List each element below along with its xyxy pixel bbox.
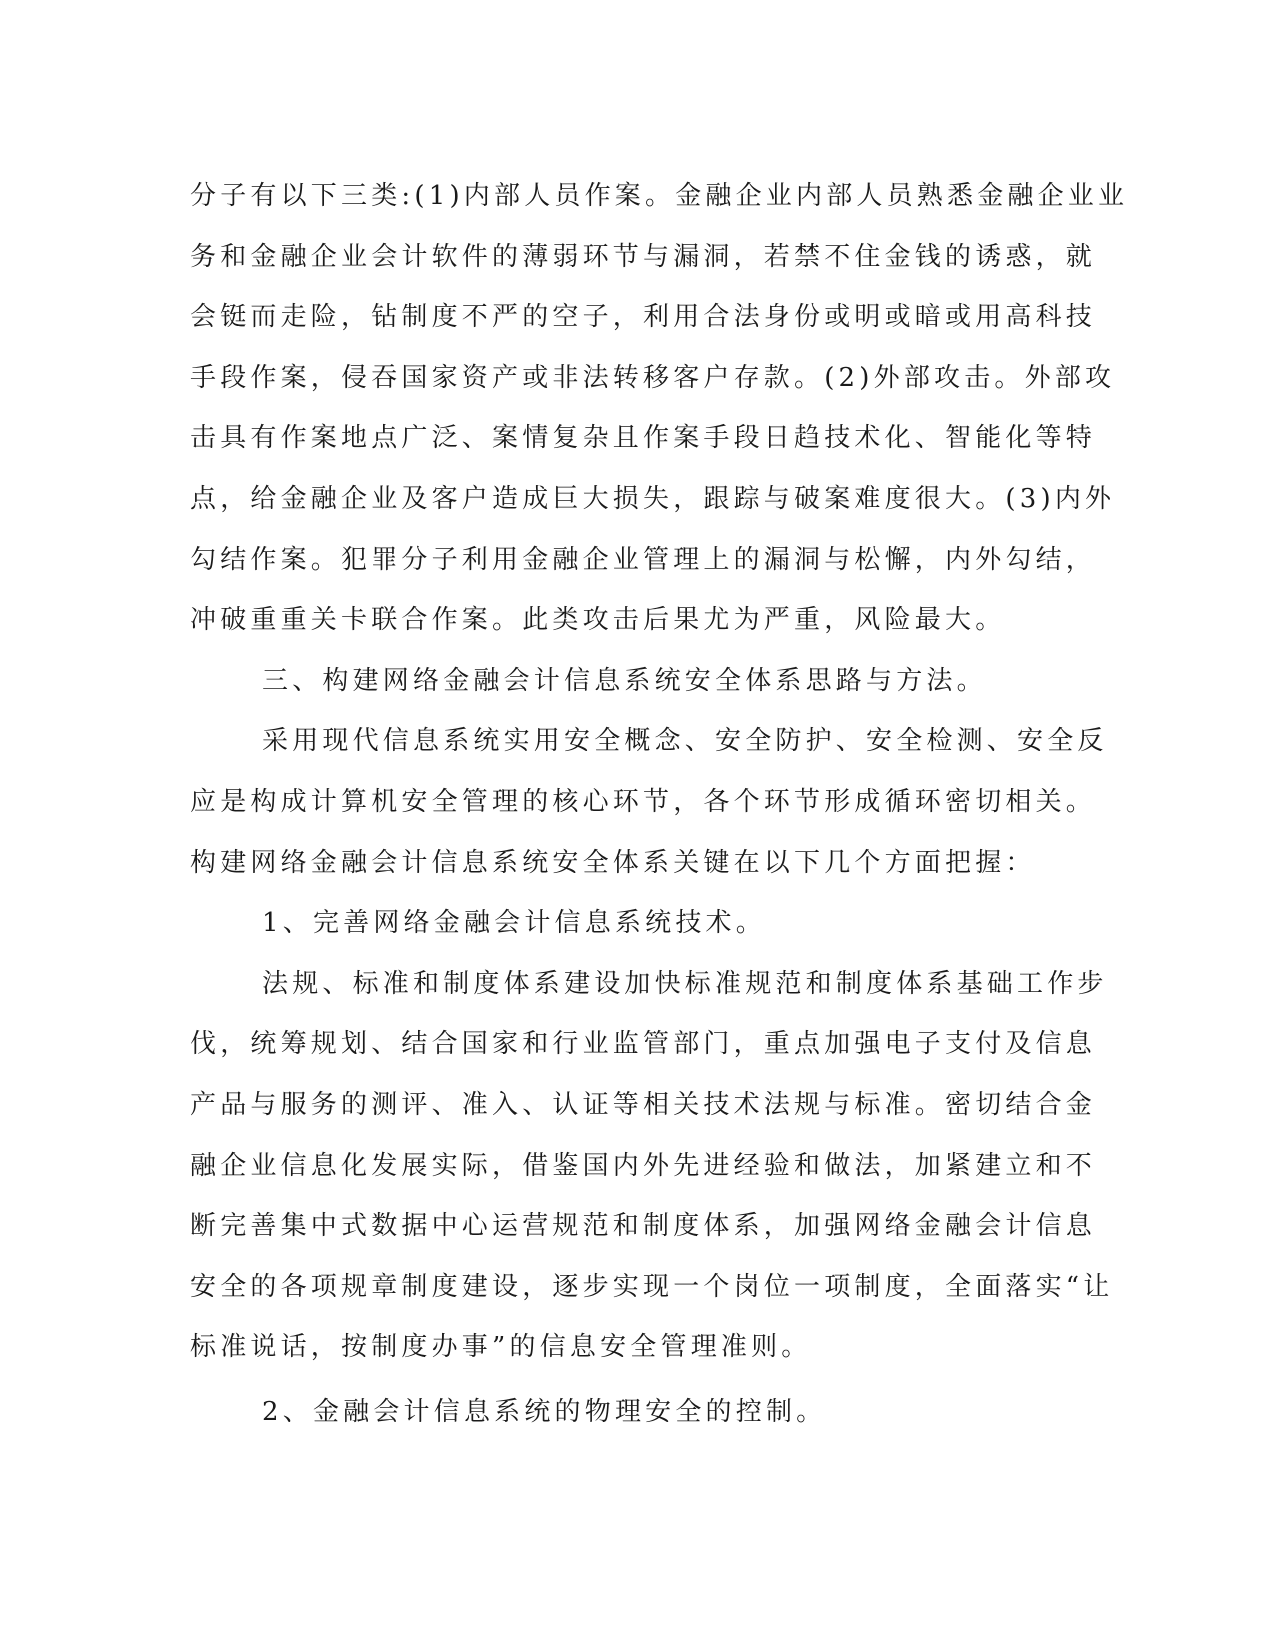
subsection-heading: 1、完善网络金融会计信息系统技术。 [262,908,766,939]
text-line: 分子有以下三类:(1)内部人员作案。金融企业内部人员熟悉金融企业业 [190,181,1129,211]
text-line: 击具有作案地点广泛、案情复杂且作案手段日趋技术化、智能化等特 [190,423,1097,454]
section-heading: 三、构建网络金融会计信息系统安全体系思路与方法。 [262,665,987,696]
text-line: 会铤而走险，钻制度不严的空子，利用合法身份或明或暗或用高科技 [190,302,1097,333]
text-line: 法规、标准和制度体系建设加快标准规范和制度体系基础工作步 [262,968,1108,999]
text-line: 融企业信息化发展实际，借鉴国内外先进经验和做法，加紧建立和不 [190,1150,1097,1181]
text-line: 点，给金融企业及客户造成巨大损失，跟踪与破案难度很大。(3)内外 [190,483,1116,514]
text-line: 务和金融企业会计软件的薄弱环节与漏洞，若禁不住金钱的诱惑，就 [190,241,1097,272]
text-line: 断完善集中式数据中心运营规范和制度体系，加强网络金融会计信息 [190,1211,1097,1242]
text-line: 产品与服务的测评、准入、认证等相关技术法规与标准。密切结合金 [190,1089,1097,1120]
text-line: 冲破重重关卡联合作案。此类攻击后果尤为严重，风险最大。 [190,605,1006,636]
subsection-heading: 2、金融会计信息系统的物理安全的控制。 [262,1396,827,1427]
text-line: 手段作案，侵吞国家资产或非法转移客户存款。(2)外部攻击。外部攻 [190,362,1116,393]
text-line: 应是构成计算机安全管理的核心环节，各个环节形成循环密切相关。 [190,786,1097,817]
text-line: 标准说话，按制度办事”的信息安全管理准则。 [190,1332,812,1363]
text-line: 勾结作案。犯罪分子利用金融企业管理上的漏洞与松懈，内外勾结， [190,544,1097,575]
text-line: 构建网络金融会计信息系统安全体系关键在以下几个方面把握： [190,847,1036,878]
text-line: 采用现代信息系统实用安全概念、安全防护、安全检测、安全反 [262,726,1108,757]
body-text [190,166,1129,1442]
text-line: 伐，统筹规划、结合国家和行业监管部门，重点加强电子支付及信息 [190,1029,1097,1060]
text-line: 安全的各项规章制度建设，逐步实现一个岗位一项制度，全面落实“让 [190,1271,1114,1302]
